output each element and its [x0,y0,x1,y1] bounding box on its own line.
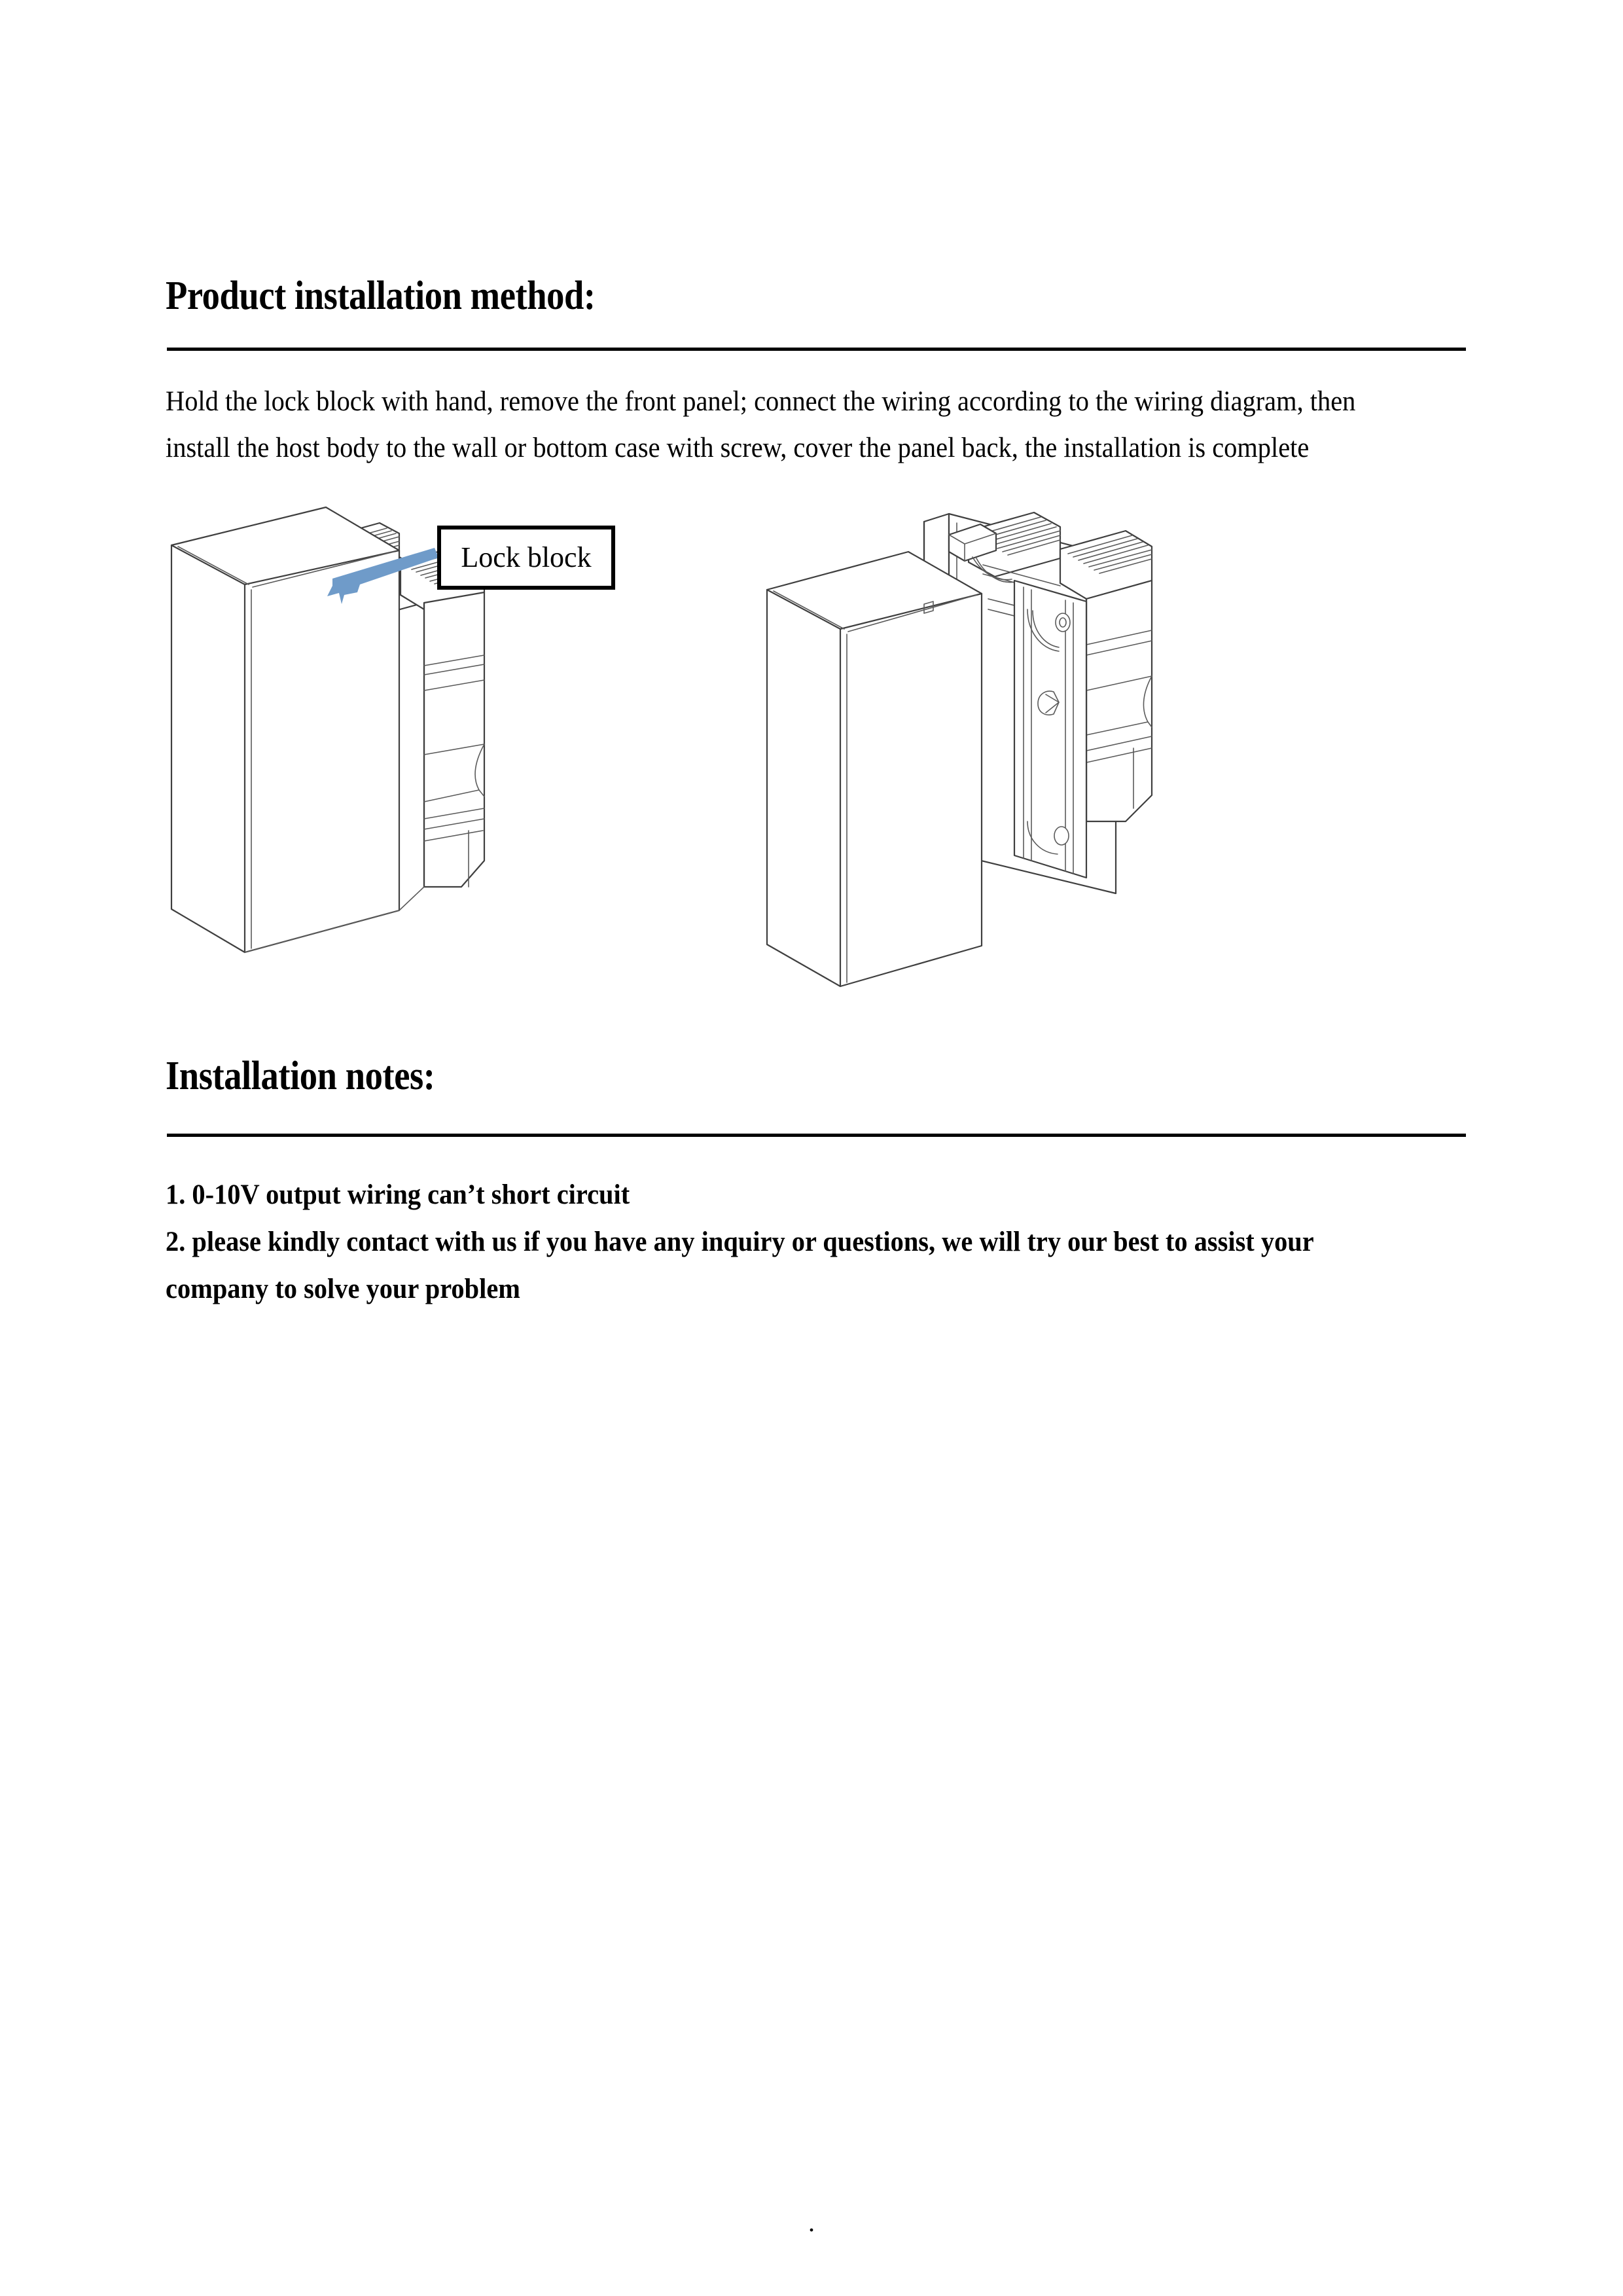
lock-block-callout-box [437,526,615,590]
mounting-face [1014,581,1086,878]
installation-method-paragraph: Hold the lock block with hand, remove the front panel; connect the wiring according to the wiring diagram, then install the host body to the wall or bottom case with screw, cover the panel back, the installation is complete [166,386,1356,463]
heading-divider-top [167,348,1466,351]
footer-mark: . [808,2208,815,2237]
device-illustrations-svg [164,494,1302,1024]
exploded-front-panel [767,552,982,986]
note-item: 1. 0-10V output wiring can’t short circuit [166,1179,630,1210]
heading-divider-notes [167,1134,1466,1137]
note-item: 2. please kindly contact with us if you have any inquiry or questions, we will try our best to assist your company to solve your problem [166,1227,1313,1304]
installation-notes-list [166,1172,1390,1313]
page-title-installation-method: Product installation method: [166,274,596,318]
page-title-installation-notes: Installation notes: [166,1054,435,1098]
exploded-device-drawing [767,512,1152,986]
lock-block-label: Lock block [461,541,592,573]
installation-figures [164,494,1302,1024]
exploded-side-profile [1086,581,1152,821]
device-side-profile [424,592,484,887]
